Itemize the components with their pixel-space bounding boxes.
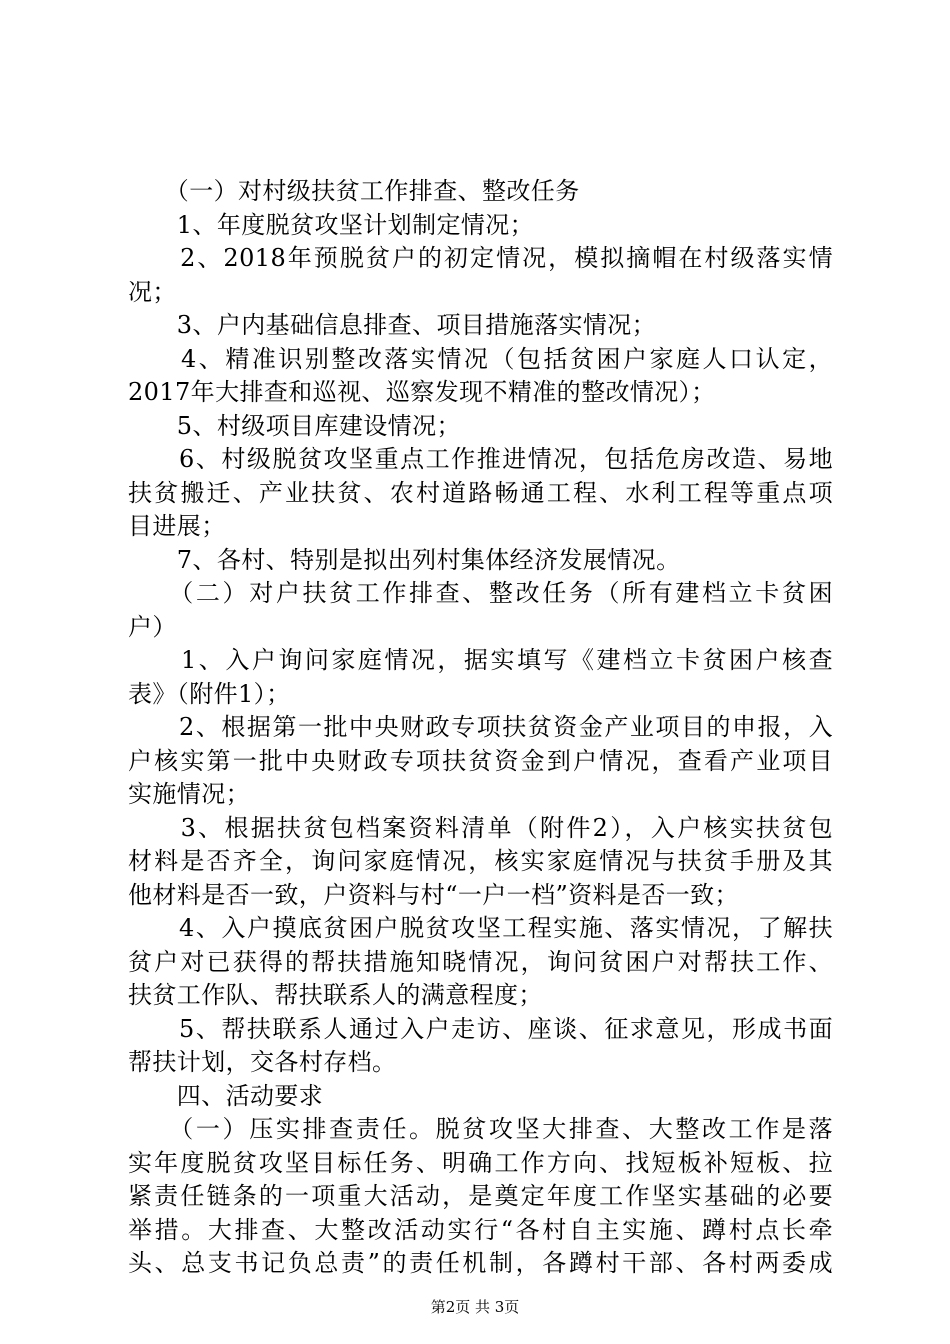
text-line: 户） [128, 612, 177, 641]
text-line: 5、村级项目库建设情况； [128, 411, 461, 440]
text-line: 目进展； [128, 512, 226, 540]
text-line: 2017年大排查和巡视、巡察发现不精准的整改情况）； [128, 378, 716, 406]
text-line: 2、2018年预脱贫户的初定情况，模拟摘帽在村级落实情 [128, 244, 833, 272]
text-line: （一）压实排查责任。脱贫攻坚大排查、大整改工作是落 [128, 1115, 833, 1143]
text-line: 1、入户询问家庭情况，据实填写《建档立卡贫困户核查 [128, 646, 833, 674]
text-line: 4、入户摸底贫困户脱贫攻坚工程实施、落实情况，了解扶 [128, 914, 833, 942]
text-line: 3、根据扶贫包档案资料清单（附件2），入户核实扶贫包 [128, 813, 833, 842]
text-line: 表》（附件1）； [128, 679, 291, 708]
text-line: 2、根据第一批中央财政专项扶贫资金产业项目的申报，入 [128, 713, 833, 741]
text-line: 帮扶计划，交各村存档。 [128, 1048, 397, 1076]
text-line: 况； [128, 277, 177, 306]
text-line: 实年度脱贫攻坚目标任务、明确工作方向、找短板补短板、拉 [128, 1148, 833, 1177]
page-number-label: 第2页 共 3页 [430, 1298, 520, 1316]
text-line: 扶贫工作队、帮扶联系人的满意程度； [128, 981, 543, 1009]
text-line: 实施情况； [128, 780, 250, 808]
text-line: 举措。大排查、大整改活动实行“各村自主实施、蹲村点长牵 [128, 1215, 833, 1244]
text-line: 头、总支书记负总责”的责任机制，各蹲村干部、各村两委成 [128, 1249, 833, 1277]
text-line: 紧责任链条的一项重大活动，是奠定年度工作坚实基础的必要 [128, 1182, 833, 1210]
text-line: 贫户对已获得的帮扶措施知晓情况，询问贫困户对帮扶工作、 [128, 947, 833, 976]
text-line: 4、精准识别整改落实情况（包括贫困户家庭人口认定， [128, 344, 833, 373]
text-line: （二）对户扶贫工作排查、整改任务（所有建档立卡贫困 [128, 579, 833, 607]
text-line: 5、帮扶联系人通过入户走访、座谈、征求意见，形成书面 [128, 1014, 833, 1043]
text-line: （一）对村级扶贫工作排查、整改任务 [128, 177, 580, 205]
text-line: 户核实第一批中央财政专项扶贫资金到户情况，查看产业项目 [128, 746, 833, 775]
text-line: 7、各村、特别是拟出列村集体经济发展情况。 [128, 545, 681, 574]
text-line: 3、户内基础信息排查、项目措施落实情况； [128, 311, 657, 339]
section-heading: 四、活动要求 [128, 1081, 324, 1110]
text-line: 他材料是否一致，户资料与村“一户一档”资料是否一致； [128, 880, 739, 909]
text-line: 1、年度脱贫攻坚计划制定情况； [128, 210, 535, 239]
text-line: 扶贫搬迁、产业扶贫、农村道路畅通工程、水利工程等重点项 [128, 478, 833, 507]
text-line: 6、村级脱贫攻坚重点工作推进情况，包括危房改造、易地 [128, 445, 833, 473]
text-line: 材料是否齐全，询问家庭情况，核实家庭情况与扶贫手册及其 [128, 847, 833, 875]
page-footer [0, 1298, 950, 1316]
